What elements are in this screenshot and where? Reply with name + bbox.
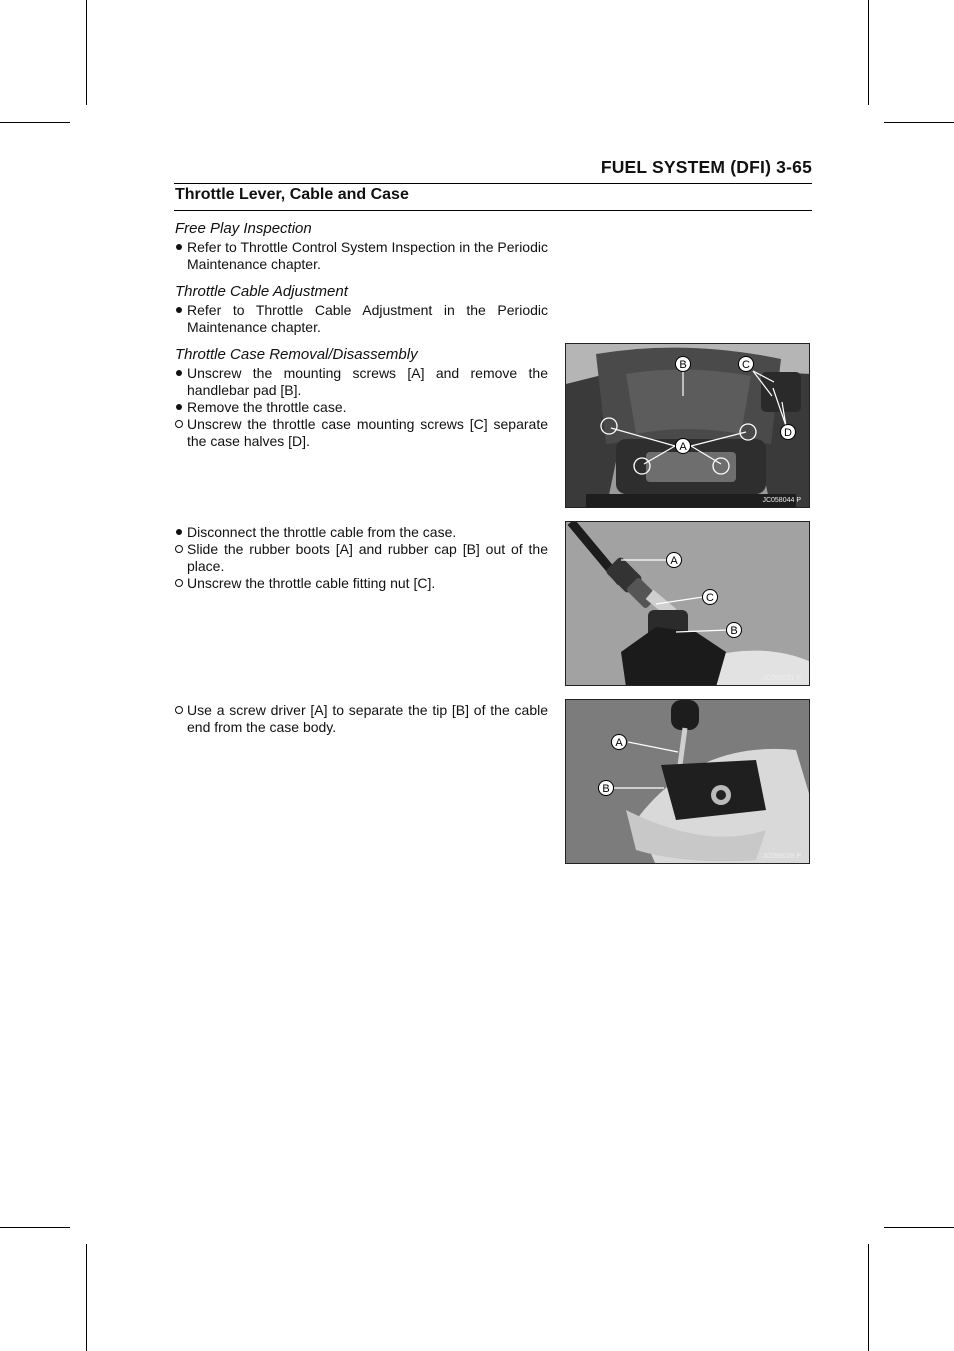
circle-bullet-icon — [175, 420, 183, 428]
throttle-cable-photo — [566, 522, 810, 686]
cable-adjustment-section — [175, 283, 548, 336]
section-rule — [174, 210, 812, 211]
list-item — [175, 399, 548, 416]
callout-label: A — [615, 737, 623, 749]
callout-label: B — [730, 625, 738, 637]
list-item — [175, 239, 548, 273]
item-text: Remove the throttle case. — [187, 399, 347, 415]
figure-screw-driver — [565, 699, 810, 864]
figure-throttle-cable — [565, 521, 810, 686]
item-text: Unscrew the throttle case mounting screws [C] separate the case halves [D]. — [187, 416, 548, 449]
bullet-icon — [176, 370, 182, 376]
text-block-2 — [175, 524, 548, 592]
circle-bullet-icon — [175, 706, 183, 714]
item-text: Use a screw driver [A] to separate the tip [B] of the cable end from the case body. — [187, 702, 548, 735]
bullet-icon — [176, 244, 182, 250]
item-text: Unscrew the mounting screws [A] and remove the handlebar pad [B]. — [187, 365, 548, 398]
circle-bullet-icon — [175, 545, 183, 553]
bullet-icon — [176, 307, 182, 313]
crop-mark — [868, 1244, 869, 1351]
callout-label: A — [679, 441, 687, 453]
bullet-icon — [176, 529, 182, 535]
callout-label: A — [670, 555, 678, 567]
free-play-section — [175, 220, 548, 273]
callout-label: D — [784, 427, 792, 439]
handlebar-pad-photo — [566, 344, 810, 508]
item-text: Refer to Throttle Control System Inspection in the Periodic Maintenance chapter. — [187, 239, 548, 272]
crop-mark — [868, 0, 869, 105]
item-text: Unscrew the throttle cable fitting nut [C]. — [187, 575, 436, 591]
section-title: Throttle Lever, Cable and Case — [175, 186, 409, 203]
circle-bullet-icon — [175, 579, 183, 587]
bullet-icon — [176, 404, 182, 410]
subhead-cable-adjustment: Throttle Cable Adjustment — [175, 283, 348, 300]
figure-code: JC058044 P — [762, 497, 801, 504]
callout-label: B — [602, 783, 610, 795]
subhead-case-removal: Throttle Case Removal/Disassembly — [175, 346, 418, 363]
callout-label: C — [706, 592, 714, 604]
list-item — [175, 302, 548, 336]
crop-mark — [884, 1227, 954, 1228]
item-text: Disconnect the throttle cable from the case. — [187, 524, 457, 540]
list-item — [175, 365, 548, 399]
figure-code: JC058028 P — [762, 853, 801, 860]
item-text: Refer to Throttle Cable Adjustment in the Periodic Maintenance chapter. — [187, 302, 548, 335]
crop-mark — [0, 1227, 70, 1228]
list-item — [175, 416, 548, 450]
list-item — [175, 524, 548, 541]
crop-mark — [86, 1244, 87, 1351]
header-rule — [174, 183, 812, 184]
crop-mark — [884, 122, 954, 123]
figure-code: JC058031 P — [762, 675, 801, 682]
callout-label: C — [742, 359, 750, 371]
callout-label: B — [679, 359, 687, 371]
item-text: Slide the rubber boots [A] and rubber cap [B] out of the place. — [187, 541, 548, 574]
crop-mark — [0, 122, 70, 123]
subhead-free-play: Free Play Inspection — [175, 220, 312, 237]
case-removal-section — [175, 346, 548, 450]
text-block-3 — [175, 702, 548, 736]
list-item — [175, 541, 548, 575]
running-head: FUEL SYSTEM (DFI) 3-65 — [600, 157, 812, 177]
list-item — [175, 575, 548, 592]
screw-driver-photo — [566, 700, 810, 864]
list-item — [175, 702, 548, 736]
crop-mark — [86, 0, 87, 105]
text-block-1 — [175, 220, 548, 450]
figure-handlebar-pad — [565, 343, 810, 508]
